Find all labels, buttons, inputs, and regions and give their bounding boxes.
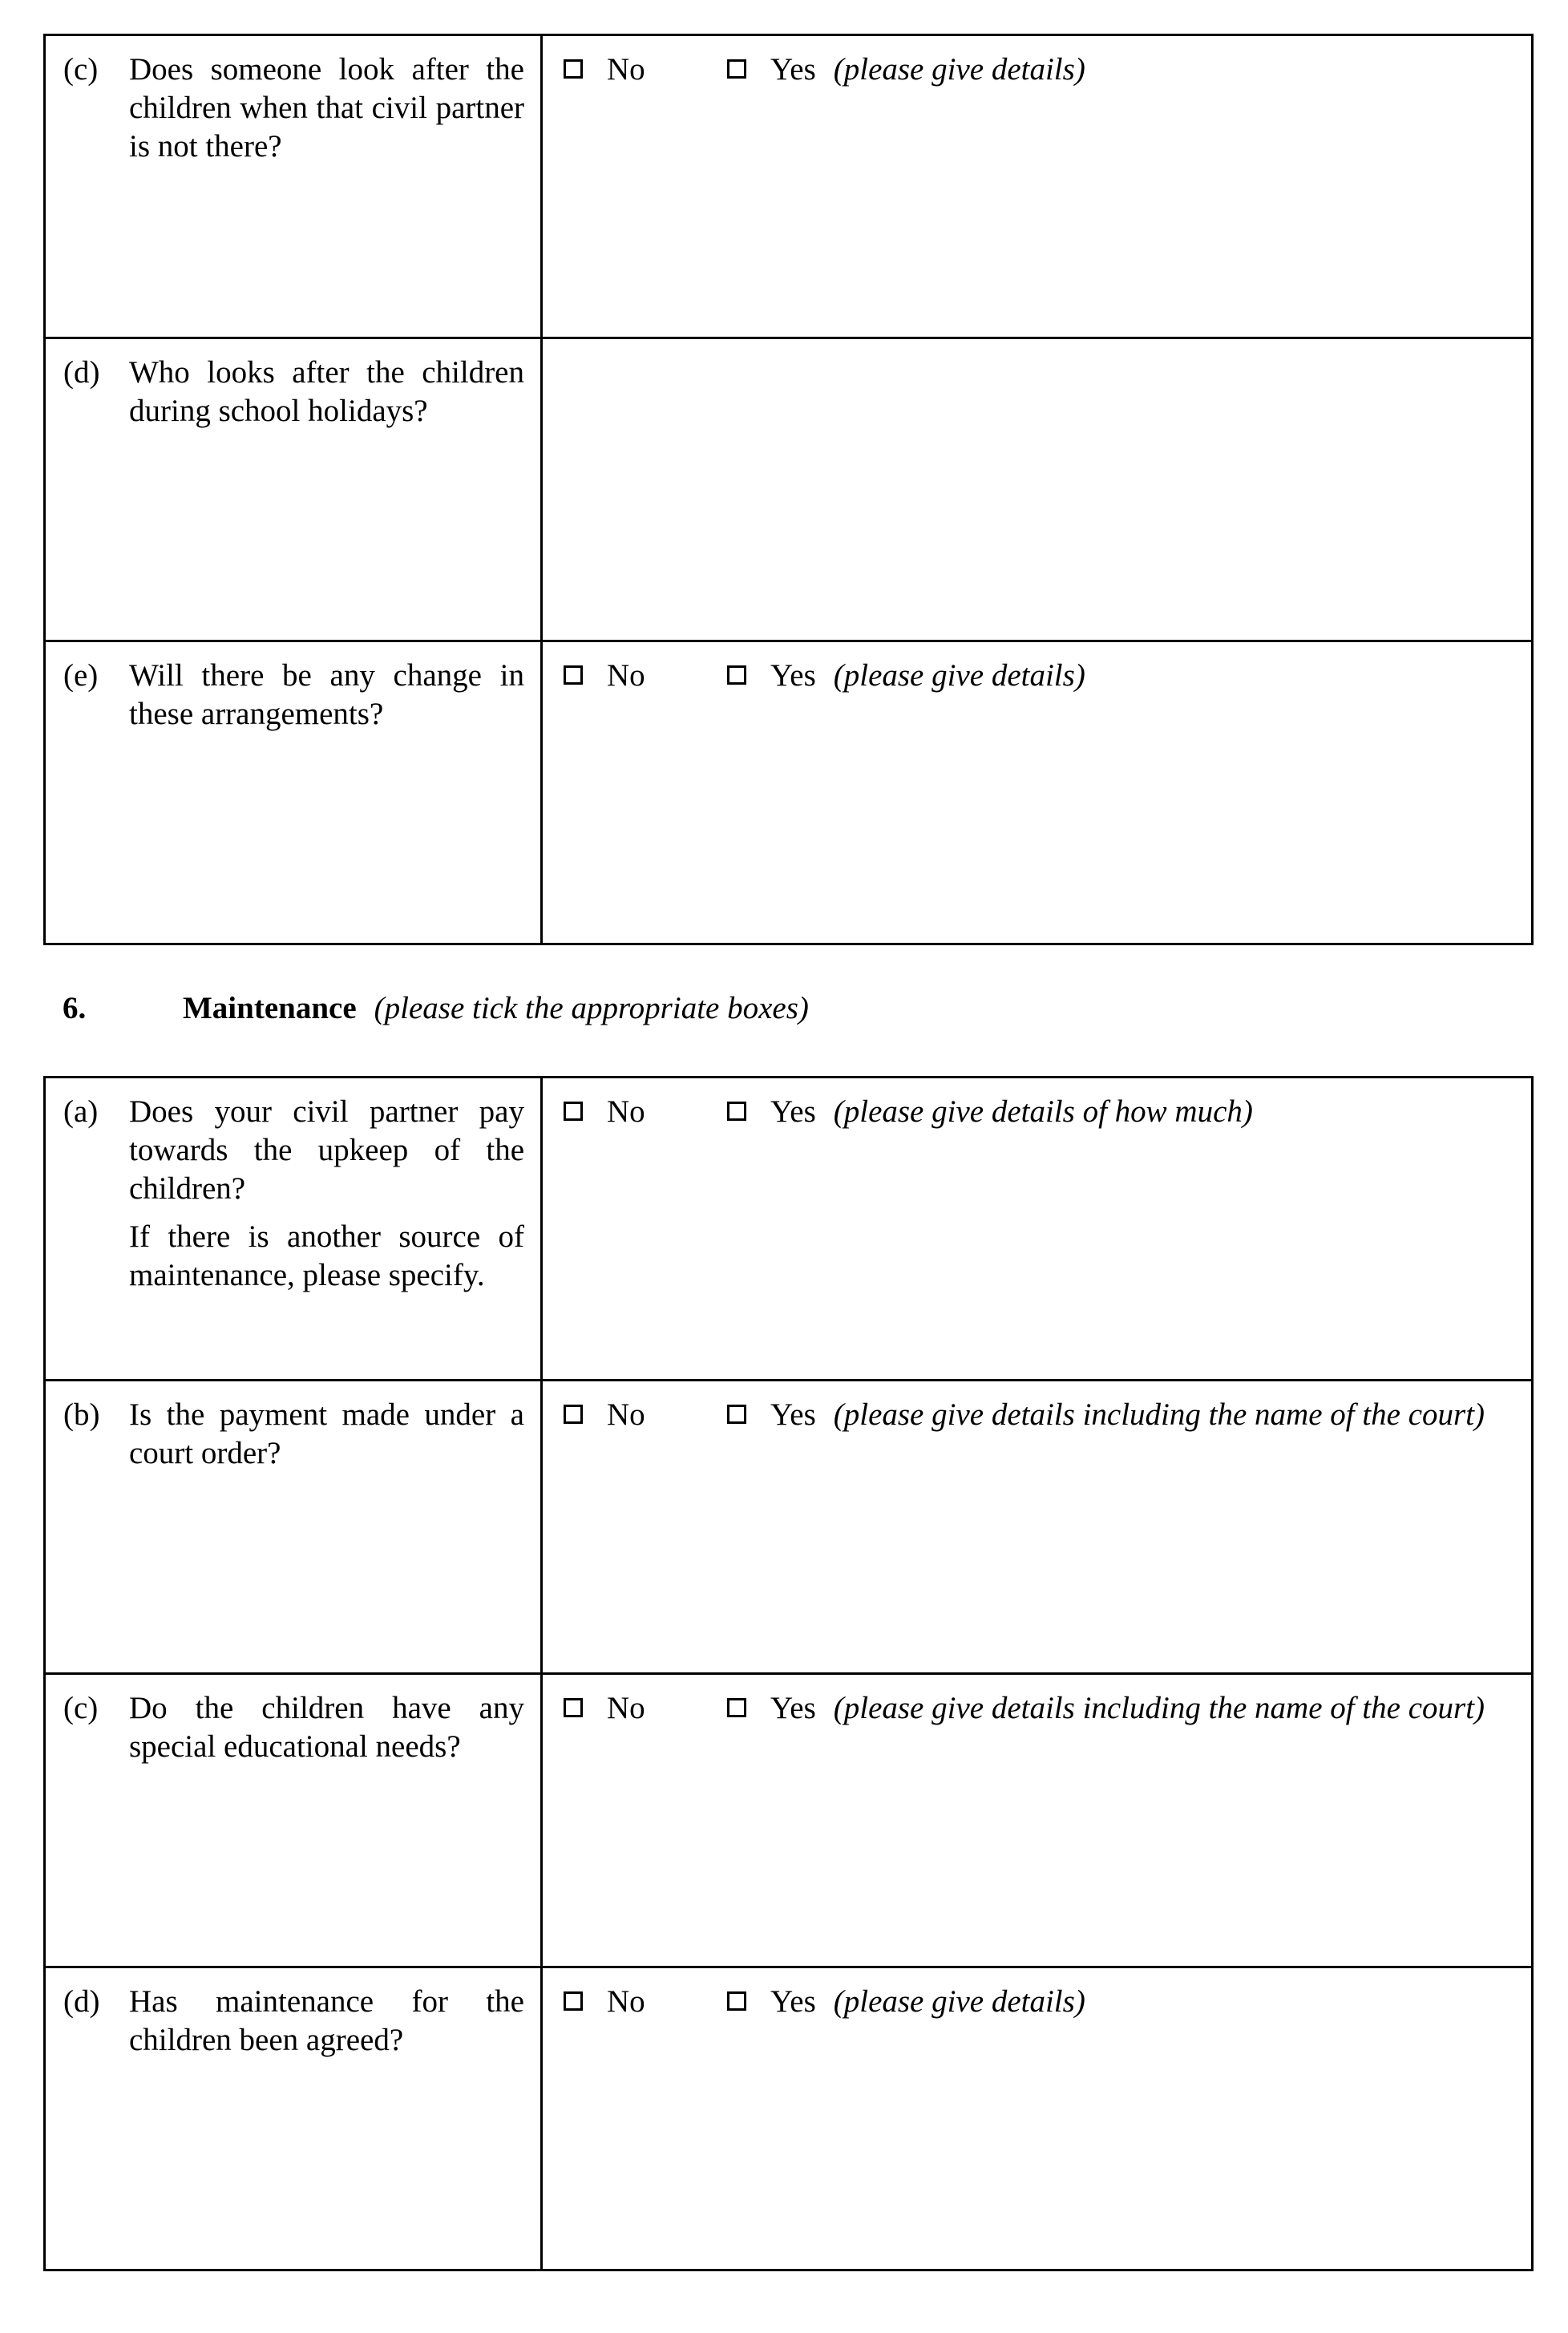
question-text (129, 354, 524, 431)
part5-row-c (45, 35, 1533, 338)
no-label: No (607, 1094, 645, 1129)
answer-cell[interactable] (542, 641, 1533, 944)
details-instruction: (please give details of how much) (833, 1094, 1253, 1129)
yes-checkbox[interactable] (727, 1102, 746, 1121)
no-label: No (607, 1691, 645, 1725)
maintenance-table (43, 1076, 1534, 2271)
question-paragraph: Will there be any change in these arrangements? (129, 658, 524, 731)
no-checkbox[interactable] (564, 59, 583, 79)
no-checkbox[interactable] (564, 1102, 583, 1121)
yes-label: Yes (770, 1397, 816, 1432)
question-paragraph: Who looks after the children during school holidays? (129, 355, 524, 428)
yes-option[interactable] (727, 1983, 1515, 2021)
no-checkbox[interactable] (564, 1698, 583, 1717)
yes-label: Yes (770, 1984, 816, 2019)
no-option[interactable] (564, 1396, 727, 1434)
question-text (129, 51, 524, 166)
yes-option[interactable] (727, 51, 1515, 89)
question-paragraph: Do the children have any special educational needs? (129, 1691, 524, 1764)
no-label: No (607, 52, 645, 87)
question-cell (45, 641, 542, 944)
question-letter: (b) (63, 1397, 100, 1432)
question-paragraph: If there is another source of maintenance, please specify. (129, 1219, 524, 1292)
no-option[interactable] (564, 51, 727, 89)
part5-row-e (45, 641, 1533, 944)
part5-row-d (45, 338, 1533, 641)
section-instruction: (please tick the appropriate boxes) (374, 991, 809, 1025)
answer-cell[interactable] (542, 35, 1533, 338)
question-letter: (d) (63, 355, 100, 390)
details-instruction: (please give details) (833, 658, 1085, 693)
answer-cell[interactable] (542, 338, 1533, 641)
yes-option[interactable] (727, 657, 1515, 695)
answer-cell[interactable] (542, 1674, 1533, 1967)
yes-checkbox[interactable] (727, 665, 746, 685)
yes-checkbox[interactable] (727, 1991, 746, 2011)
question-cell (45, 1381, 542, 1674)
no-option[interactable] (564, 1983, 727, 2021)
yes-option[interactable] (727, 1093, 1515, 1131)
question-paragraph: Does your civil partner pay towards the upkeep of the children? (129, 1094, 524, 1206)
maintenance-row-a (45, 1078, 1533, 1381)
details-instruction: (please give details) (833, 1984, 1085, 2019)
question-cell (45, 1674, 542, 1967)
question-text (129, 1093, 524, 1295)
no-label: No (607, 1397, 645, 1432)
question-letter: (d) (63, 1984, 100, 2019)
question-paragraph: Has maintenance for the children been agreed? (129, 1984, 524, 2057)
maintenance-row-d (45, 1967, 1533, 2270)
maintenance-row-c (45, 1674, 1533, 1967)
details-instruction: (please give details including the name of the court) (833, 1397, 1485, 1432)
yes-option[interactable] (727, 1396, 1515, 1434)
yes-option[interactable] (727, 1689, 1515, 1728)
answer-cell[interactable] (542, 1078, 1533, 1381)
question-text (129, 657, 524, 734)
no-label: No (607, 658, 645, 693)
question-cell (45, 1967, 542, 2270)
yes-checkbox[interactable] (727, 1698, 746, 1717)
yes-label: Yes (770, 1094, 816, 1129)
no-option[interactable] (564, 657, 727, 695)
yes-label: Yes (770, 1691, 816, 1725)
section-number: 6. (63, 991, 87, 1025)
no-option[interactable] (564, 1689, 727, 1728)
question-paragraph: Does someone look after the children when that civil partner is not there? (129, 52, 524, 164)
yes-label: Yes (770, 658, 816, 693)
section-6-heading (63, 989, 809, 1028)
question-cell (45, 35, 542, 338)
no-option[interactable] (564, 1093, 727, 1131)
question-paragraph: Is the payment made under a court order? (129, 1397, 524, 1470)
question-cell (45, 1078, 542, 1381)
arrangements-table (43, 34, 1534, 945)
question-text (129, 1983, 524, 2060)
answer-cell[interactable] (542, 1967, 1533, 2270)
details-instruction: (please give details) (833, 52, 1085, 87)
question-text (129, 1396, 524, 1473)
no-checkbox[interactable] (564, 1991, 583, 2011)
yes-checkbox[interactable] (727, 59, 746, 79)
yes-label: Yes (770, 52, 816, 87)
question-text (129, 1689, 524, 1766)
question-letter: (c) (63, 1691, 99, 1725)
yes-checkbox[interactable] (727, 1405, 746, 1424)
maintenance-row-b (45, 1381, 1533, 1674)
question-cell (45, 338, 542, 641)
no-label: No (607, 1984, 645, 2019)
no-checkbox[interactable] (564, 1405, 583, 1424)
details-instruction: (please give details including the name of the court) (833, 1691, 1485, 1725)
question-letter: (e) (63, 658, 99, 693)
question-letter: (c) (63, 52, 99, 87)
question-letter: (a) (63, 1094, 99, 1129)
section-title: Maintenance (183, 991, 357, 1025)
no-checkbox[interactable] (564, 665, 583, 685)
answer-cell[interactable] (542, 1381, 1533, 1674)
